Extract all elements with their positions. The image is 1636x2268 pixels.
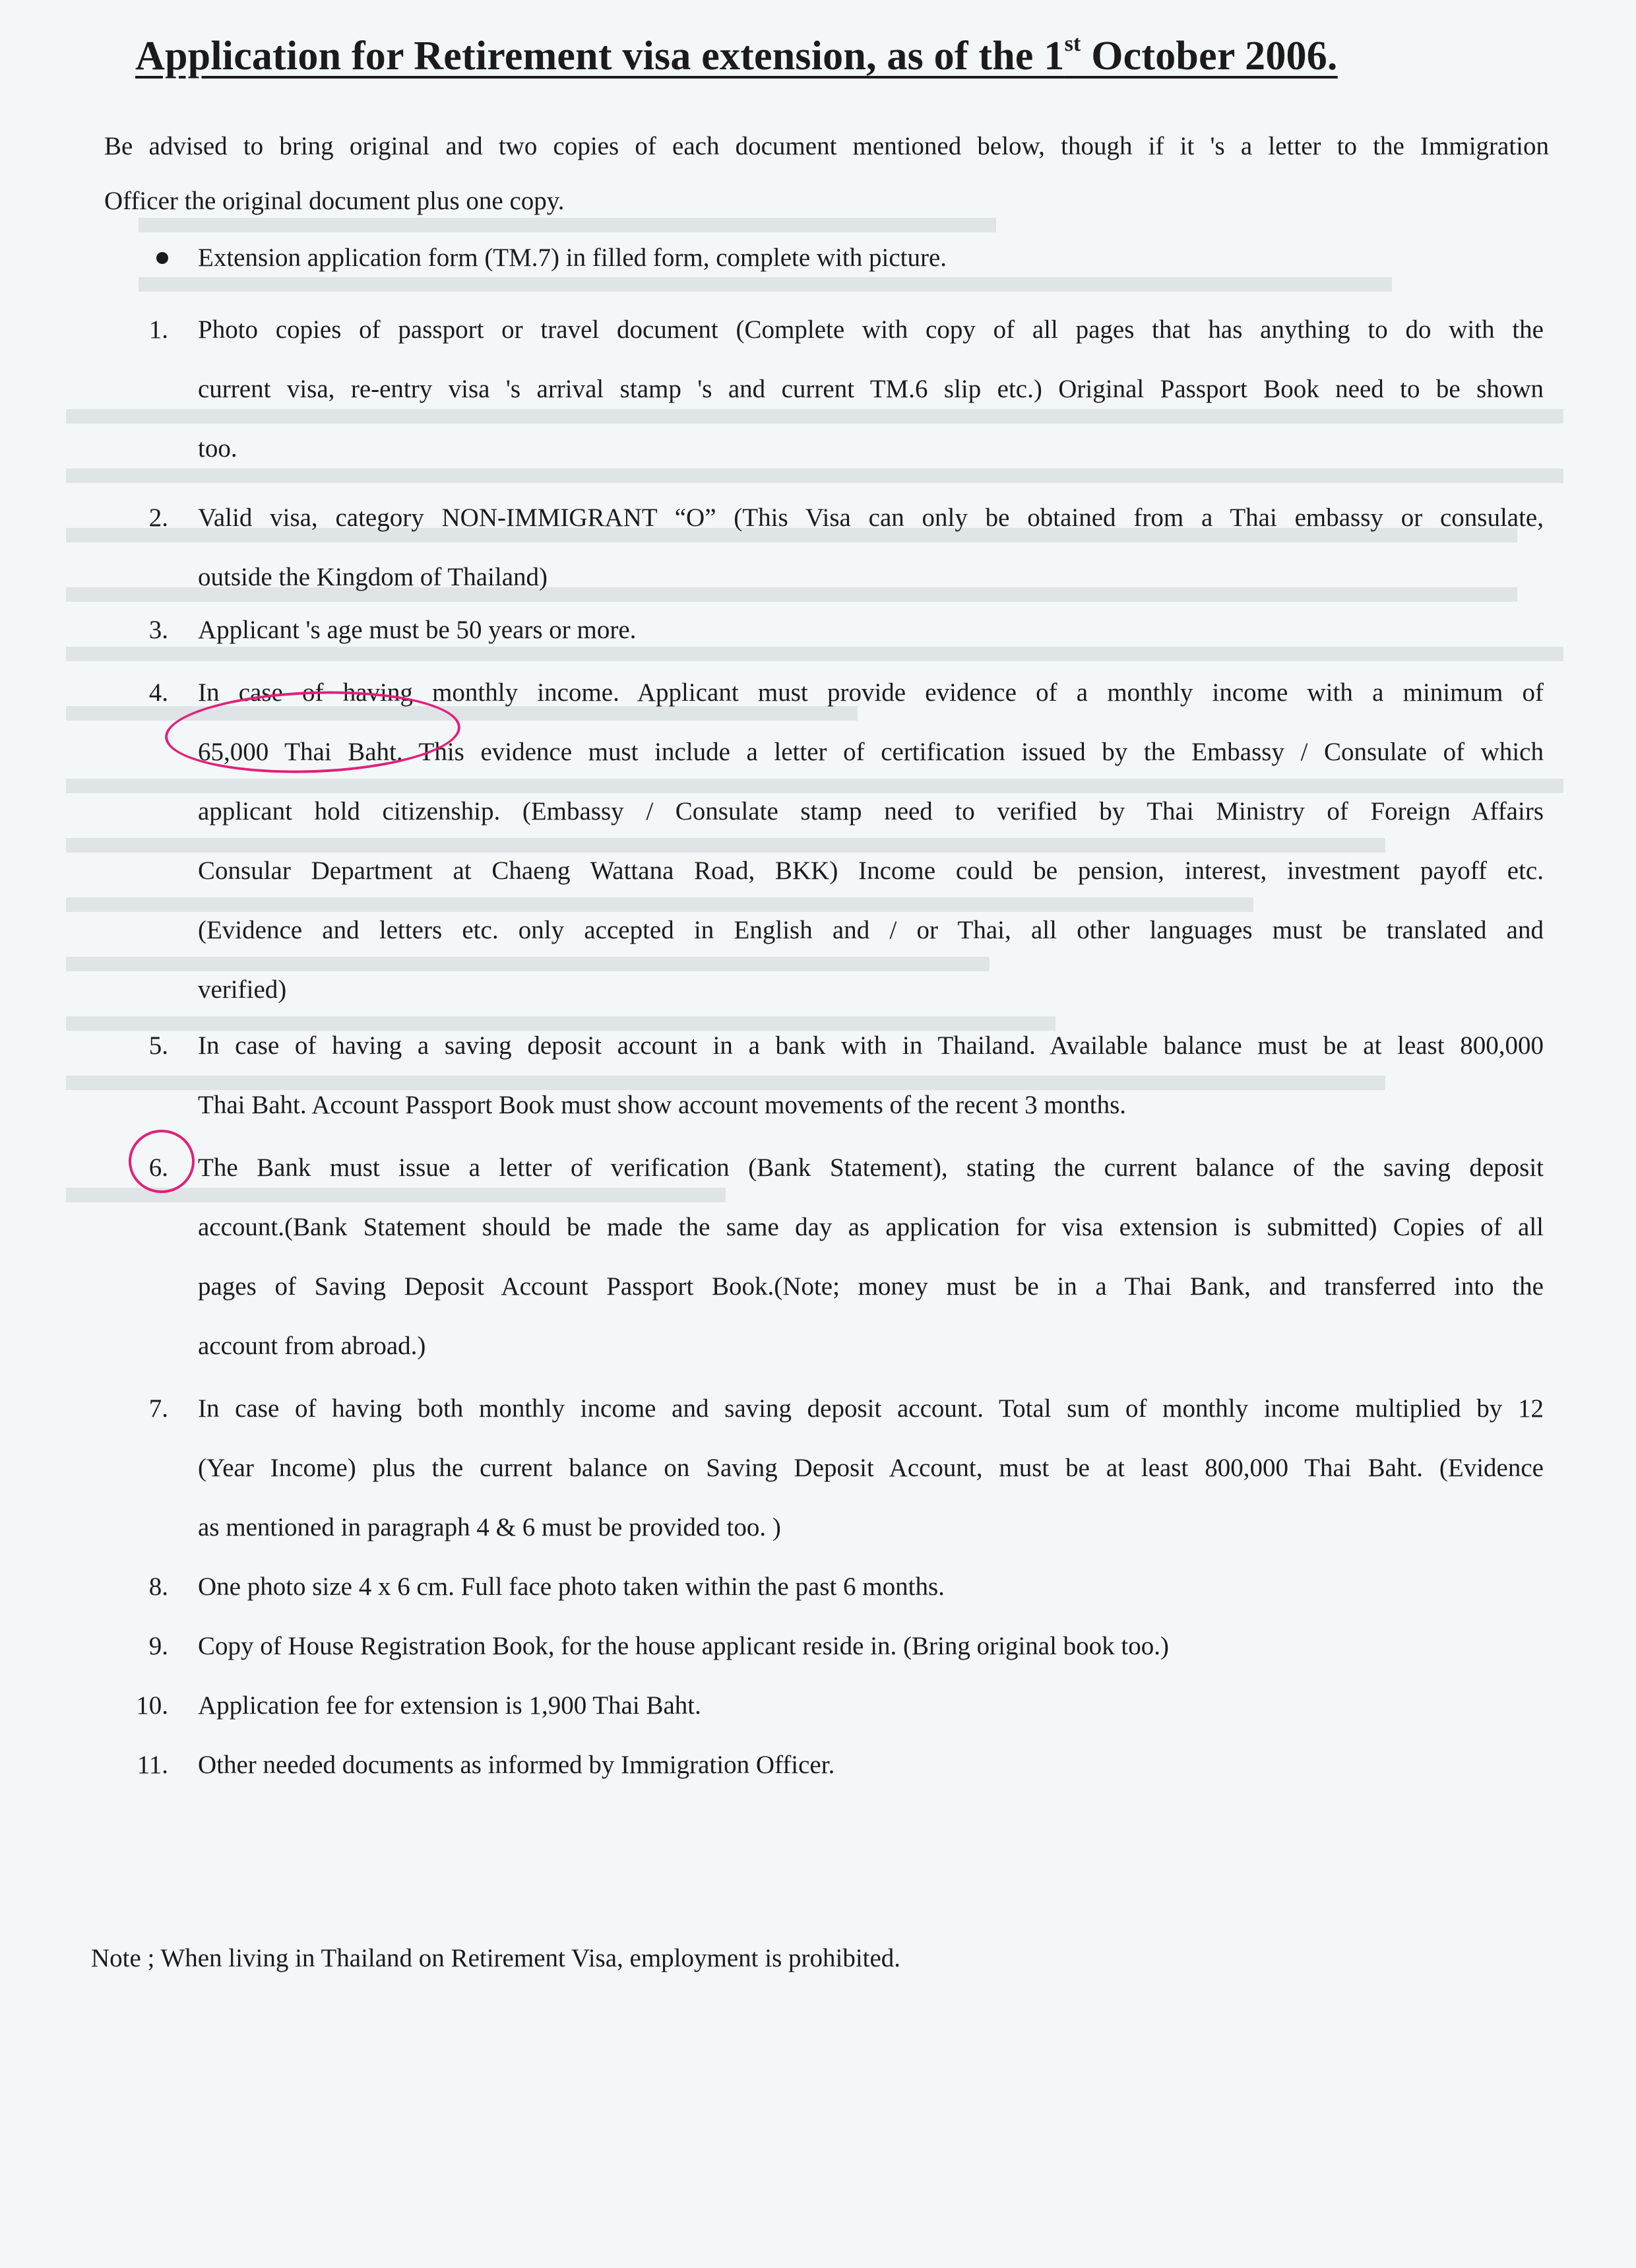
list-item-line: (Year Income) plus the current balance on Saving Deposit Account, must be at least 800,000 Thai Baht. (Evidence [198, 1454, 1544, 1482]
list-item-number: 2. [148, 503, 168, 532]
list-item-text [198, 300, 1544, 478]
list-item-number: 11. [137, 1751, 168, 1779]
list-item-line: The Bank must issue a letter of verification (Bank Statement), stating the current balance of the saving deposit [198, 1153, 1544, 1182]
list-item-text [198, 1016, 1544, 1135]
page-title: Application for Retirement visa extension, as of the 1st October 2006. [135, 32, 1338, 79]
intro-line: Officer the original document plus one copy. [104, 187, 565, 215]
list-item-text [198, 1617, 1544, 1676]
list-item-text [198, 1735, 1544, 1795]
list-item-number: 10. [136, 1691, 168, 1720]
list-item-text [198, 1557, 1544, 1617]
list-item-line: One photo size 4 x 6 cm. Full face photo taken within the past 6 months. [198, 1572, 945, 1601]
list-item-line: (Evidence and letters etc. only accepted in English and / or Thai, all other languages must be translated and [198, 916, 1544, 944]
intro-paragraph [104, 119, 1549, 228]
list-item-line: In case of having monthly income. Applicant must provide evidence of a monthly income with a minimum of [198, 678, 1544, 707]
list-item-number: 7. [148, 1394, 168, 1423]
list-item-line: 65,000 Thai Baht. This evidence must include a letter of certification issued by the Embassy / Consulate of which [198, 738, 1544, 766]
list-item-number: 8. [148, 1572, 168, 1601]
list-item-number: 3. [148, 616, 168, 644]
list-item-text [198, 1676, 1544, 1735]
list-item-line: account from abroad.) [198, 1332, 426, 1360]
list-item-line: Consular Department at Chaeng Wattana Road, BKK) Income could be pension, interest, investment payoff etc. [198, 857, 1544, 885]
list-item-line: Thai Baht. Account Passport Book must show account movements of the recent 3 months. [198, 1091, 1127, 1119]
list-item-text [198, 1379, 1544, 1557]
list-item-line: account.(Bank Statement should be made the same day as application for visa extension is submitted) Copies of all [198, 1213, 1544, 1241]
list-item-number: 6. [148, 1153, 168, 1182]
list-item-line: current visa, re-entry visa 's arrival stamp 's and current TM.6 slip etc.) Original Passport Book need to be shown [198, 375, 1544, 403]
list-item-line: In case of having both monthly income and saving deposit account. Total sum of monthly income multiplied by 12 [198, 1394, 1544, 1423]
list-item-line: Application fee for extension is 1,900 Thai Baht. [198, 1691, 701, 1720]
bullet-icon [156, 252, 168, 264]
list-item-line: Photo copies of passport or travel document (Complete with copy of all pages that has anything to do with the [198, 315, 1544, 344]
list-item-number: 9. [148, 1632, 168, 1660]
list-item-line: applicant hold citizenship. (Embassy / Consulate stamp need to verified by Thai Ministry of Foreign Affairs [198, 797, 1544, 826]
list-item-text [198, 1138, 1544, 1376]
list-item-text [198, 600, 1544, 660]
intro-line: Be advised to bring original and two copies of each document mentioned below, though if it 's a letter to the Immigration [104, 132, 1549, 160]
list-item-line: verified) [198, 975, 287, 1004]
list-item-line: Other needed documents as informed by Immigration Officer. [198, 1751, 835, 1779]
list-item-text: Extension application form (TM.7) in filled form, complete with picture. [198, 243, 947, 272]
list-item-line: Applicant 's age must be 50 years or more. [198, 616, 637, 644]
list-item-number: 4. [148, 678, 168, 707]
list-item-number: 5. [148, 1031, 168, 1060]
list-item-line: too. [198, 434, 237, 463]
circle-annotation-item-6 [129, 1130, 195, 1193]
list-item-number: 1. [148, 315, 168, 344]
list-item-line: Copy of House Registration Book, for the house applicant reside in. (Bring original book too.) [198, 1632, 1170, 1660]
list-item-text [198, 488, 1544, 607]
list-item-line: as mentioned in paragraph 4 & 6 must be provided too. ) [198, 1513, 781, 1541]
list-item-line: outside the Kingdom of Thailand) [198, 563, 548, 591]
list-item-line: pages of Saving Deposit Account Passport Book.(Note; money must be in a Thai Bank, and transferred into the [198, 1272, 1544, 1301]
list-item-line: In case of having a saving deposit account in a bank with in Thailand. Available balance must be at least 800,000 [198, 1031, 1544, 1060]
footer-note: Note ; When living in Thailand on Retirement Visa, employment is prohibited. [91, 1944, 901, 1972]
list-item-line: Valid visa, category NON-IMMIGRANT “O” (This Visa can only be obtained from a Thai embassy or consulate, [198, 503, 1544, 532]
